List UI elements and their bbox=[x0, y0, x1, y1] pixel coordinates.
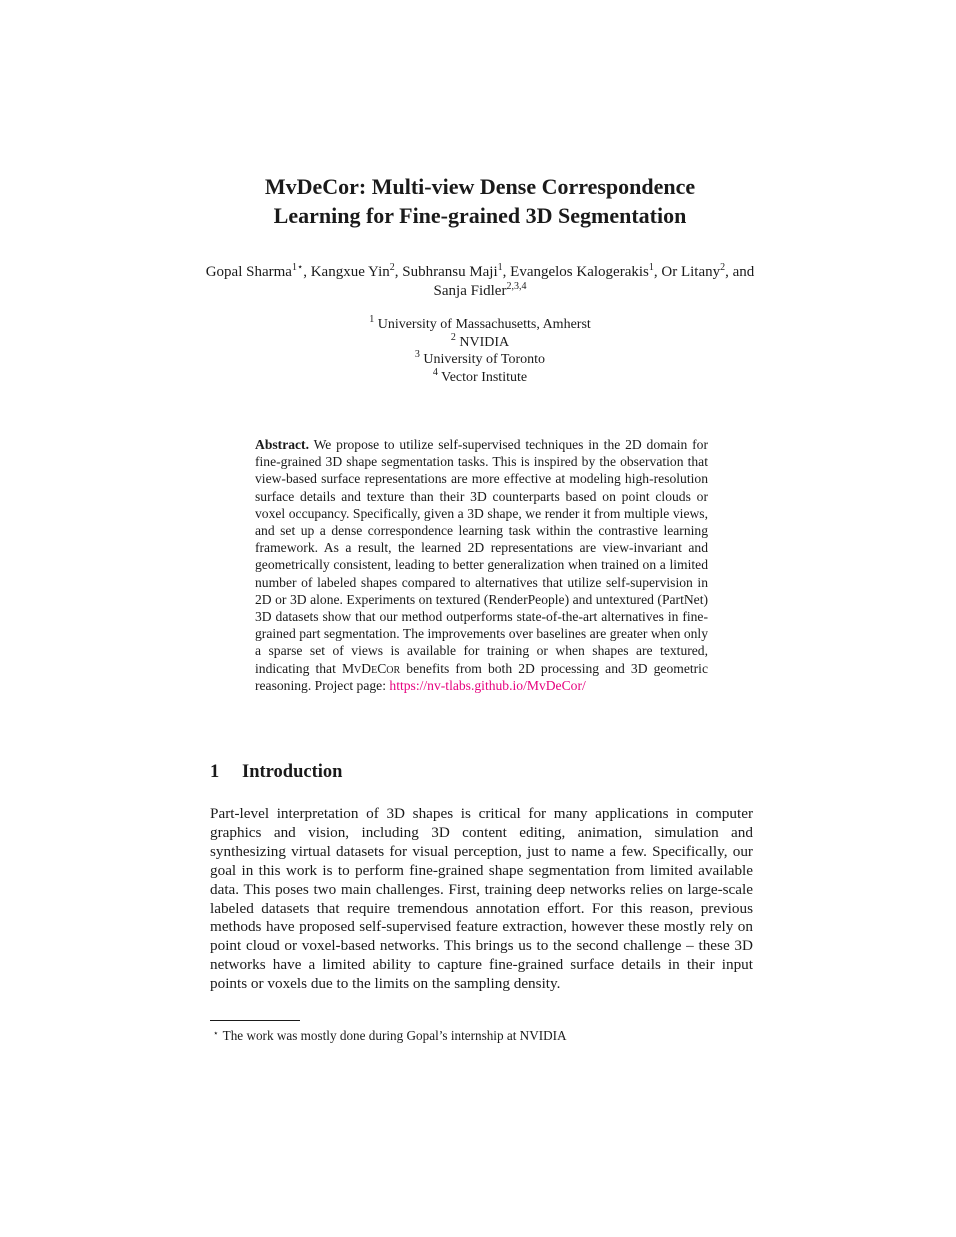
affiliation bbox=[280, 331, 680, 352]
author-name: Sanja Fidler bbox=[433, 283, 507, 299]
affiliation-number: 1 bbox=[369, 314, 375, 325]
author-name: Gopal Sharma bbox=[205, 264, 292, 280]
title-line-1: MvDeCor: Multi-view Dense Correspondence bbox=[264, 174, 696, 199]
affiliation-name: University of Massachusetts, Amherst bbox=[377, 317, 591, 332]
affiliation bbox=[280, 366, 680, 387]
footnote-text: The work was mostly done during Gopal’s internship at NVIDIA bbox=[222, 1028, 567, 1043]
abstract bbox=[255, 436, 708, 694]
section-number: 1 bbox=[210, 762, 220, 782]
affiliation-number: 4 bbox=[432, 366, 438, 378]
section-heading bbox=[210, 762, 342, 783]
affiliation bbox=[280, 351, 680, 369]
footnote-marker: ⋆ bbox=[213, 1028, 219, 1038]
project-page-link[interactable]: https://nv-tlabs.github.io/MvDeCor/ bbox=[389, 677, 586, 693]
author-affiliation-marker: 2 bbox=[389, 262, 395, 273]
affiliation-name: University of Toronto bbox=[423, 352, 546, 367]
affiliation-name: Vector Institute bbox=[441, 369, 528, 385]
author-affiliation-marker: 1⋆ bbox=[291, 262, 304, 273]
introduction-body bbox=[210, 805, 753, 994]
author-affiliation-marker: 1 bbox=[648, 262, 654, 273]
author-name: Kangxue Yin bbox=[310, 264, 390, 280]
abstract-text-end: benefits from both 2D processing and 3D geometric reasoning. Project page: bbox=[255, 660, 708, 693]
method-name: MvDeCor bbox=[341, 660, 401, 676]
paper-title bbox=[180, 172, 780, 230]
abstract-text: We propose to utilize self-supervised techniques in the 2D domain for fine-grained 3D shape segmentation tasks. This is inspired by the observation that view-based surface representations are more effective at modeling high-resolution surface details and texture than their 3D counterparts based on point clouds or voxel occupancy. Specifically, given a 3D shape, we render it from multiple views, and set up a dense correspondence learning task within the contrastive learning framework. As a result, the learned 2D representations are view-invariant and geometrically consistent, leading to better generalization when trained on a limited number of labeled shapes compared to alternatives that utilize self-supervision in 2D or 3D alone. Experiments on textured (RenderPeople) and untextured (PartNet) 3D datasets show that our method outperforms state-of-the-art alternatives in fine-grained part segmentation. The improvements over baselines are greater when only a sparse set of views is available for training or when shapes are textured, indicating that bbox=[255, 437, 708, 676]
footnote-rule bbox=[210, 1020, 300, 1021]
title-line-2: Learning for Fine-grained 3D Segmentation bbox=[273, 203, 687, 228]
author-affiliation-marker: 2 bbox=[720, 262, 726, 273]
affiliation-name: NVIDIA bbox=[459, 334, 510, 350]
author-list: Gopal Sharma$^{1⋆}$, Kangxue Yin$^2$, Subhransu Maji$^1$, Evangelos Kalogerakis$^1$, Or Litany$^2$, and Sanja Fidler$^{2,3,4}$ bbox=[205, 262, 755, 299]
affiliation-number: 3 bbox=[414, 349, 420, 360]
author-name: Or Litany bbox=[661, 264, 721, 280]
affiliation bbox=[280, 316, 680, 334]
author-name: Evangelos Kalogerakis bbox=[510, 264, 649, 280]
affiliation-list bbox=[280, 316, 680, 386]
footnote bbox=[213, 1025, 567, 1044]
affiliation-number: 2 bbox=[450, 331, 456, 343]
abstract-paragraph bbox=[255, 436, 708, 694]
author-name: Subhransu Maji bbox=[402, 264, 498, 280]
section-title: Introduction bbox=[242, 762, 343, 782]
abstract-label: Abstract. bbox=[255, 437, 309, 452]
intro-paragraph: Part-level interpretation of 3D shapes is critical for many applications in computer graphics and vision, including 3D content editing, animation, simulation and synthesizing virtual datasets for visual perception, just to name a few. Specifically, our goal in this work is to perform fine-grained shape segmentation from limited available data. This poses two main challenges. First, training deep networks relies on large-scale labeled datasets that require tremendous annotation effort. For this reason, previous methods have proposed self-supervised feature extraction, however these mostly rely on point cloud or voxel-based networks. This brings us to the second challenge – these 3D networks have a limited ability to capture fine-grained surface details in their input points or voxels due to the limits on the sampling density. bbox=[210, 805, 753, 993]
author-affiliation-marker: 2,3,4 bbox=[506, 281, 527, 292]
author-affiliation-marker: 1 bbox=[497, 262, 503, 273]
